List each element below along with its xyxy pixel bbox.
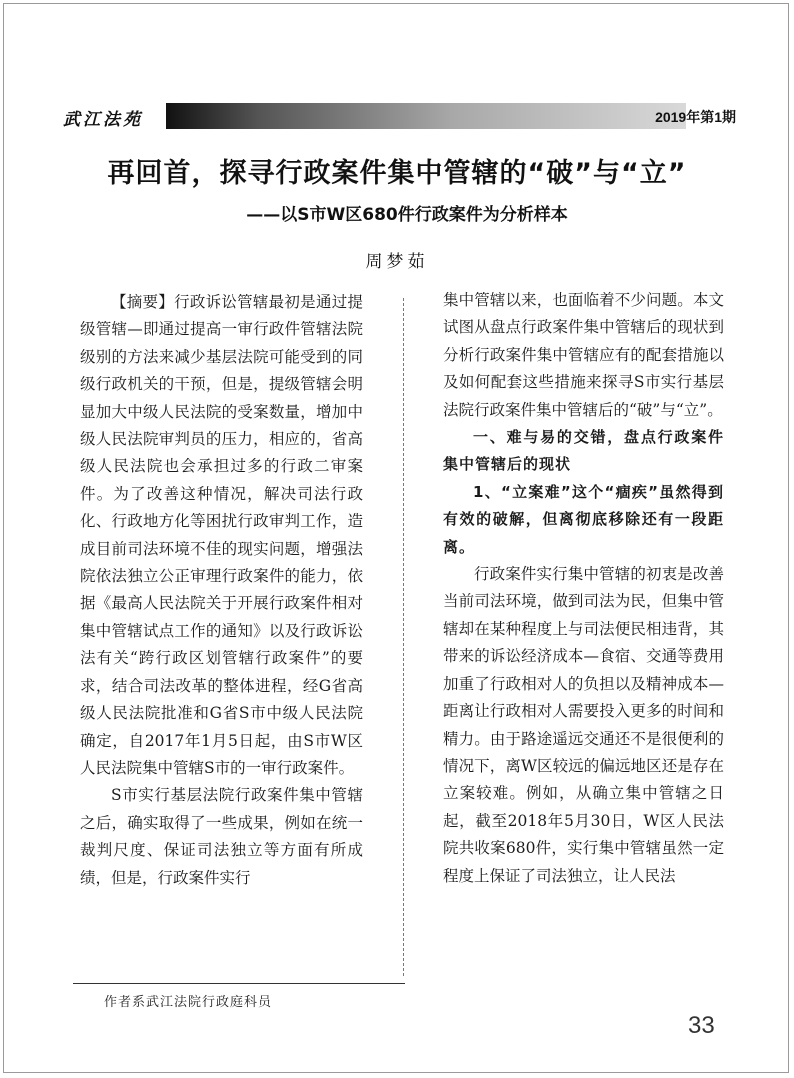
abstract-paragraph xyxy=(80,289,363,782)
article-title: 再回首，探寻行政案件集中管辖的“破”与“立” xyxy=(107,158,687,189)
page-number: 33 xyxy=(688,1012,715,1039)
author-footnote: 作者系武江法院行政庭科员 xyxy=(104,995,273,1010)
article-subtitle: ——以S市W区680件行政案件为分析样本 xyxy=(246,205,568,225)
journal-name: 武江法苑 xyxy=(63,110,143,130)
left-column xyxy=(80,289,363,892)
column-divider xyxy=(403,298,404,976)
subsection-heading: 1、“立案难”这个“痼疾”虽然得到有效的破解，但离彻底移除还有一段距离。 xyxy=(443,482,724,556)
running-header xyxy=(58,103,736,129)
article-author: 周梦茹 xyxy=(365,252,429,272)
issue-label: 2019年第1期 xyxy=(655,109,736,125)
body-paragraph: 集中管辖以来，也面临着不少问题。本文试图从盘点行政案件集中管辖后的现状到分析行政案件集中管辖应有的配套措施以及如何配套这些措施来探寻S市实行基层法院行政案件集中管辖后的“破”与“立”。 xyxy=(443,291,724,419)
section-heading: 一、难与易的交错，盘点行政案件集中管辖后的现状 xyxy=(443,428,724,474)
body-paragraph: 行政案件实行集中管辖的初衷是改善当前司法环境，做到司法为民，但集中管辖却在某种程度上与司法便民相违背，其带来的诉讼经济成本—食宿、交通等费用加重了行政相对人的负担以及精神成本—距离让行政相对人需要投入更多的时间和精力。由于路途遥远交通还不是很便利的情况下，离W区较远的偏远地区还是存在立案较难。例如，从确立集中管辖之日起，截至2018年5月30日，W区人民法院共收案680件，实行集中管辖虽然一定程度上保证了司法独立，让人民法 xyxy=(443,565,724,885)
right-column xyxy=(443,287,724,890)
abstract-label: 【摘要】 xyxy=(111,293,175,311)
header-gradient-band xyxy=(166,103,686,129)
abstract-text: 行政诉讼管辖最初是通过提级管辖—即通过提高一审行政件管辖法院级别的方法来减少基层法院可能受到的同级行政机关的干预，但是，提级管辖会明显加大中级人民法院的受案数量，增加中级人民法院审判员的压力，相应的，省高级人民法院也会承担过多的行政二审案件。为了改善这种情况，解决司法行政化、行政地方化等困扰行政审判工作，造成目前司法环境不佳的现实问题，增强法院依法独立公正审理行政案件的能力，依据《最高人民法院关于开展行政案件相对集中管辖试点工作的通知》以及行政诉讼法有关“跨行政区划管辖行政案件”的要求，结合司法改革的整体进程，经G省高级人民法院批准和G省S市中级人民法院确定，自2017年1月5日起，由S市W区人民法院集中管辖S市的一审行政案件。 xyxy=(80,293,363,777)
footnote-rule xyxy=(73,983,405,984)
body-paragraph: S市实行基层法院行政案件集中管辖之后，确实取得了一些成果，例如在统一裁判尺度、保证司法独立等方面有所成绩，但是，行政案件实行 xyxy=(80,786,363,887)
